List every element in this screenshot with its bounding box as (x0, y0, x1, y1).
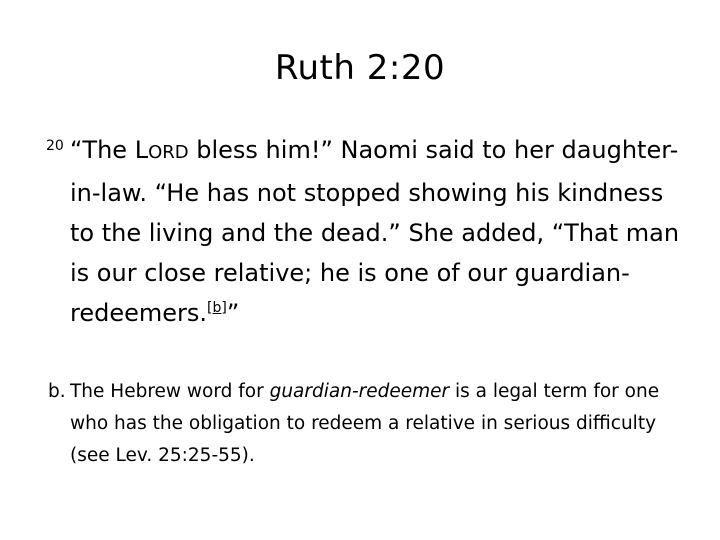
footnote (48, 376, 670, 472)
lord-initial: L (134, 136, 149, 164)
footnote-term: guardian-redeemer (269, 381, 450, 402)
lord-small-caps: ORD (148, 142, 189, 163)
verse-text (46, 130, 690, 333)
verse-number: 20 (46, 138, 64, 154)
verse-close-quote: ” (226, 299, 240, 327)
verse-body: bless him!” Naomi said to her daughter-in-law. “He has not stopped showing his kindness to the living and the dead.” She added, “That man is our close relative; he is one of our guardian-redeemers. (70, 136, 680, 327)
footnote-text-before: The Hebrew word for (70, 381, 270, 402)
slide-title: Ruth 2:20 (274, 48, 446, 88)
footnote-ref-link[interactable]: [b] (207, 300, 227, 316)
verse-open-quote: “The (70, 136, 135, 164)
footnote-label: b. (48, 381, 66, 402)
footnote-text-after: is a legal term for one who has the obligation to redeem a relative in serious difficulty (see Lev. 25:25-55). (70, 381, 660, 466)
